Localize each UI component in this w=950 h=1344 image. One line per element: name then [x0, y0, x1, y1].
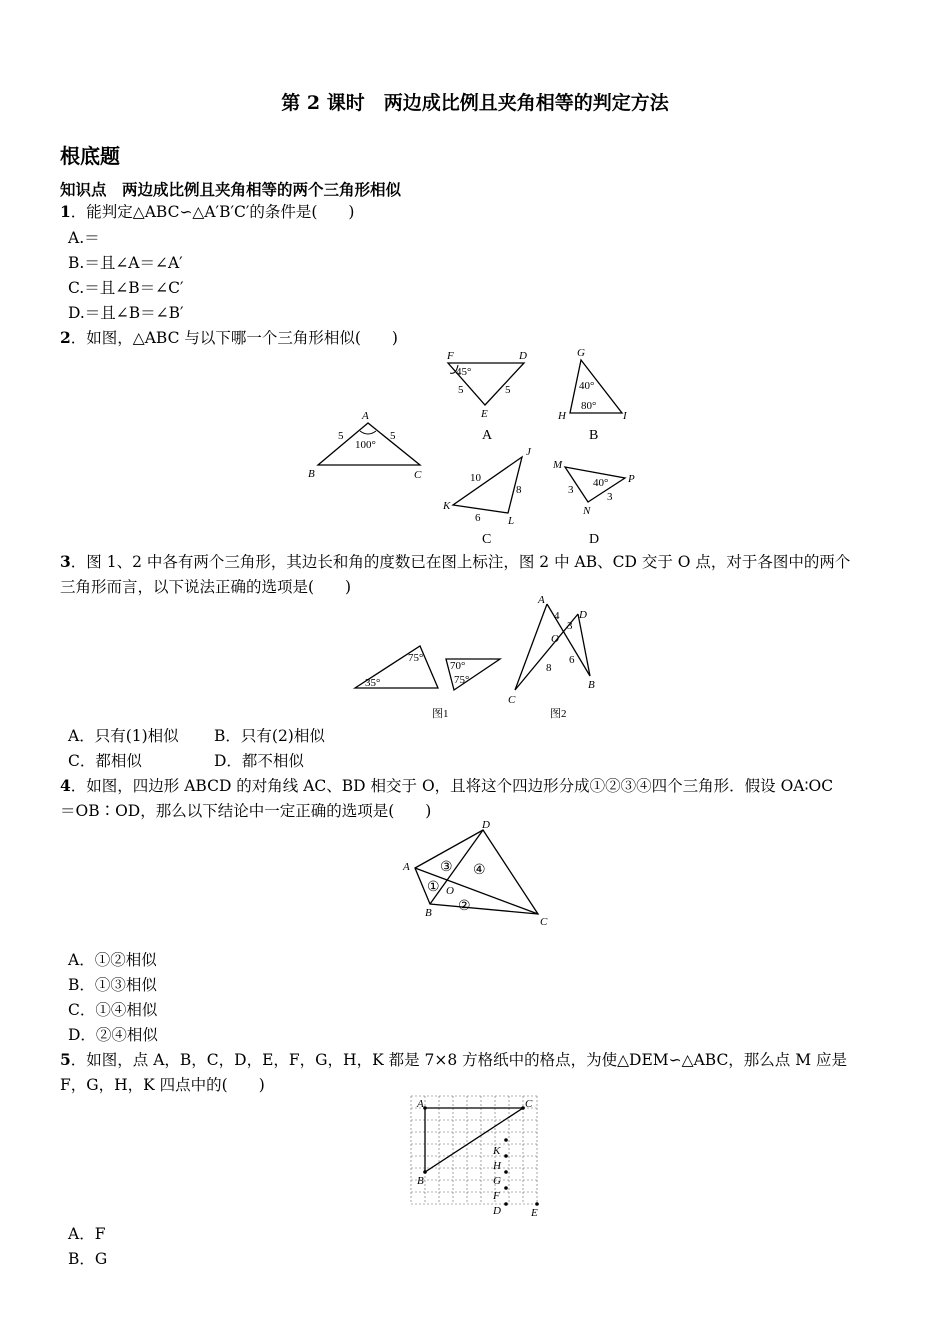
q2-optd-side2: 3 — [607, 491, 613, 503]
q3-stem-line2: 三角形而言，以下说法正确的选项是( ) — [60, 578, 352, 596]
q2-label-m: M — [553, 459, 563, 471]
q4-number: 4 — [60, 776, 71, 795]
q2-label-j: J — [526, 446, 531, 458]
q4-stem-line2: ＝OB∶OD，那么以下结论中一定正确的选项是( ) — [60, 802, 432, 820]
q3-option-b: B．只有(2)相似 — [214, 727, 325, 745]
q2-main-side2: 5 — [390, 430, 396, 442]
q2-label-a: A — [362, 410, 369, 422]
q5-label-c: C — [525, 1098, 533, 1110]
q3-option-a: A．只有(1)相似 — [68, 727, 179, 745]
q5-label-a: A — [417, 1098, 424, 1110]
q2-label-f: F — [447, 350, 454, 362]
q4-figure — [400, 818, 560, 930]
q5-option-b: B．G — [68, 1250, 108, 1268]
q4-option-c: C．①④相似 — [68, 1001, 158, 1019]
q1-stem — [60, 202, 354, 222]
q5-triangle-abc — [425, 1108, 523, 1172]
q3-figure — [350, 592, 610, 724]
q3-fig1-angle3: 70° — [450, 660, 466, 672]
q3-fig2-label-c: C — [508, 694, 516, 706]
q4-label-o: O — [446, 885, 454, 897]
q2-label-b: B — [308, 468, 315, 480]
q3-fig1-angle1: 75° — [408, 652, 424, 664]
q2-caption-a: A — [482, 428, 493, 443]
q4-option-d: D．②④相似 — [68, 1026, 158, 1044]
q4-option-a: A．①②相似 — [68, 951, 157, 969]
q3-fig2-side4: 8 — [546, 662, 552, 674]
q1-option-b: B.＝且∠A＝∠A′ — [68, 254, 183, 272]
q3-option-c: C．都相似 — [68, 752, 142, 770]
q5-label-d: D — [493, 1205, 501, 1217]
q5-label-e: E — [531, 1207, 538, 1219]
q5-label-f: F — [493, 1190, 500, 1202]
q2-caption-d: D — [589, 532, 600, 547]
q4-stem-text-1: ．如图，四边形 ABCD 的对角线 AC、BD 相交于 O，且将这个四边形分成①②③④四个三角形．假设 OA∶OC — [70, 777, 834, 795]
section-heading: 根底题 — [60, 144, 120, 168]
q5-stem-text-1: ．如图，点 A，B，C，D，E，F，G，H，K 都是 7×8 方格纸中的格点，为使△DEM∽△ABC，那么点 M 应是 — [70, 1051, 848, 1069]
q4-region-3: ③ — [440, 860, 453, 875]
q1-option-a: A.＝ — [68, 229, 100, 247]
q2-label-l: L — [508, 515, 515, 527]
q4-option-b: B．①③相似 — [68, 976, 157, 994]
q2-number: 2 — [60, 328, 71, 347]
q3-fig2-caption: 图2 — [550, 708, 567, 720]
q3-fig1-angle4: 75° — [454, 674, 470, 686]
q2-label-e: E — [481, 408, 488, 420]
q2-opta-side2: 5 — [505, 384, 511, 396]
page-title: 第 2 课时 两边成比例且夹角相等的判定方法 — [281, 92, 669, 114]
q4-region-4: ④ — [473, 863, 486, 878]
q5-label-b: B — [417, 1175, 424, 1187]
q2-label-p: P — [628, 473, 635, 485]
q2-main-side1: 5 — [338, 430, 344, 442]
q2-opta-angle: 45° — [456, 366, 472, 378]
q4-label-d: D — [482, 819, 490, 831]
q3-fig1-caption: 图1 — [432, 708, 449, 720]
q3-fig2-label-o: O — [551, 633, 559, 645]
q5-figure — [405, 1092, 555, 1222]
q3-number: 3 — [60, 552, 71, 571]
q2-stem-text: ．如图，△ABC 与以下哪一个三角形相似( ) — [70, 329, 398, 347]
q5-label-h: H — [493, 1160, 501, 1172]
q1-number: 1 — [60, 202, 71, 221]
q4-stem — [60, 776, 833, 796]
q5-label-g: G — [493, 1175, 501, 1187]
q3-fig2-side3: 6 — [569, 654, 575, 666]
q3-fig1-angle2: 35° — [365, 677, 381, 689]
q4-region-1: ① — [427, 880, 440, 895]
q1-option-d: D.＝且∠B＝∠B′ — [68, 304, 184, 322]
q2-caption-c: C — [482, 532, 492, 547]
q2-optc-side1: 10 — [470, 472, 481, 484]
q3-fig2-label-d: D — [579, 609, 587, 621]
q3-fig2-label-a: A — [538, 594, 545, 606]
q2-figure — [300, 345, 650, 545]
knowledge-point-heading: 知识点 两边成比例且夹角相等的两个三角形相似 — [60, 180, 402, 199]
q2-label-n: N — [583, 505, 591, 517]
q4-label-b: B — [425, 907, 432, 919]
q2-label-g: G — [577, 347, 585, 359]
q3-option-d: D．都不相似 — [214, 752, 304, 770]
q2-optc-side3: 6 — [475, 512, 481, 524]
q4-region-2: ② — [458, 899, 471, 914]
q2-optb-angle2: 80° — [581, 400, 597, 412]
q2-label-d: D — [519, 350, 527, 362]
q2-caption-b: B — [589, 428, 599, 443]
q2-opta-side1: 5 — [458, 384, 464, 396]
q4-label-a: A — [403, 861, 410, 873]
q2-main-angle: 100° — [355, 439, 376, 451]
q2-label-k: K — [443, 500, 451, 512]
q5-number: 5 — [60, 1050, 71, 1069]
q3-stem-text-1: ．图 1、2 中各有两个三角形，其边长和角的度数已在图上标注，图 2 中 AB、CD 交于 O 点，对于各图中的两个 — [70, 553, 851, 571]
q2-label-h: H — [558, 410, 566, 422]
q2-optd-side1: 3 — [568, 484, 574, 496]
q4-label-c: C — [540, 916, 548, 928]
q5-option-a: A．F — [68, 1225, 106, 1243]
q2-label-c: C — [414, 469, 422, 481]
q3-fig2-side1: 4 — [554, 610, 560, 622]
q2-optb-angle1: 40° — [579, 380, 595, 392]
q3-stem — [60, 552, 850, 572]
q2-optc-side2: 8 — [516, 484, 522, 496]
q1-stem-text: ．能判定△ABC∽△A′B′C′的条件是( ) — [70, 203, 355, 221]
q5-stem-line2: F，G，H，K 四点中的( ) — [60, 1076, 265, 1094]
q2-label-i: I — [623, 410, 627, 422]
q5-grid — [411, 1096, 537, 1204]
q5-stem — [60, 1050, 847, 1070]
q5-label-k: K — [493, 1145, 501, 1157]
q2-optd-angle: 40° — [593, 477, 609, 489]
q2-triangle-jkl — [453, 457, 522, 513]
q1-option-c: C.＝且∠B＝∠C′ — [68, 279, 184, 297]
q3-fig2-label-b: B — [588, 679, 595, 691]
q3-fig2-side2: 3 — [567, 620, 573, 632]
